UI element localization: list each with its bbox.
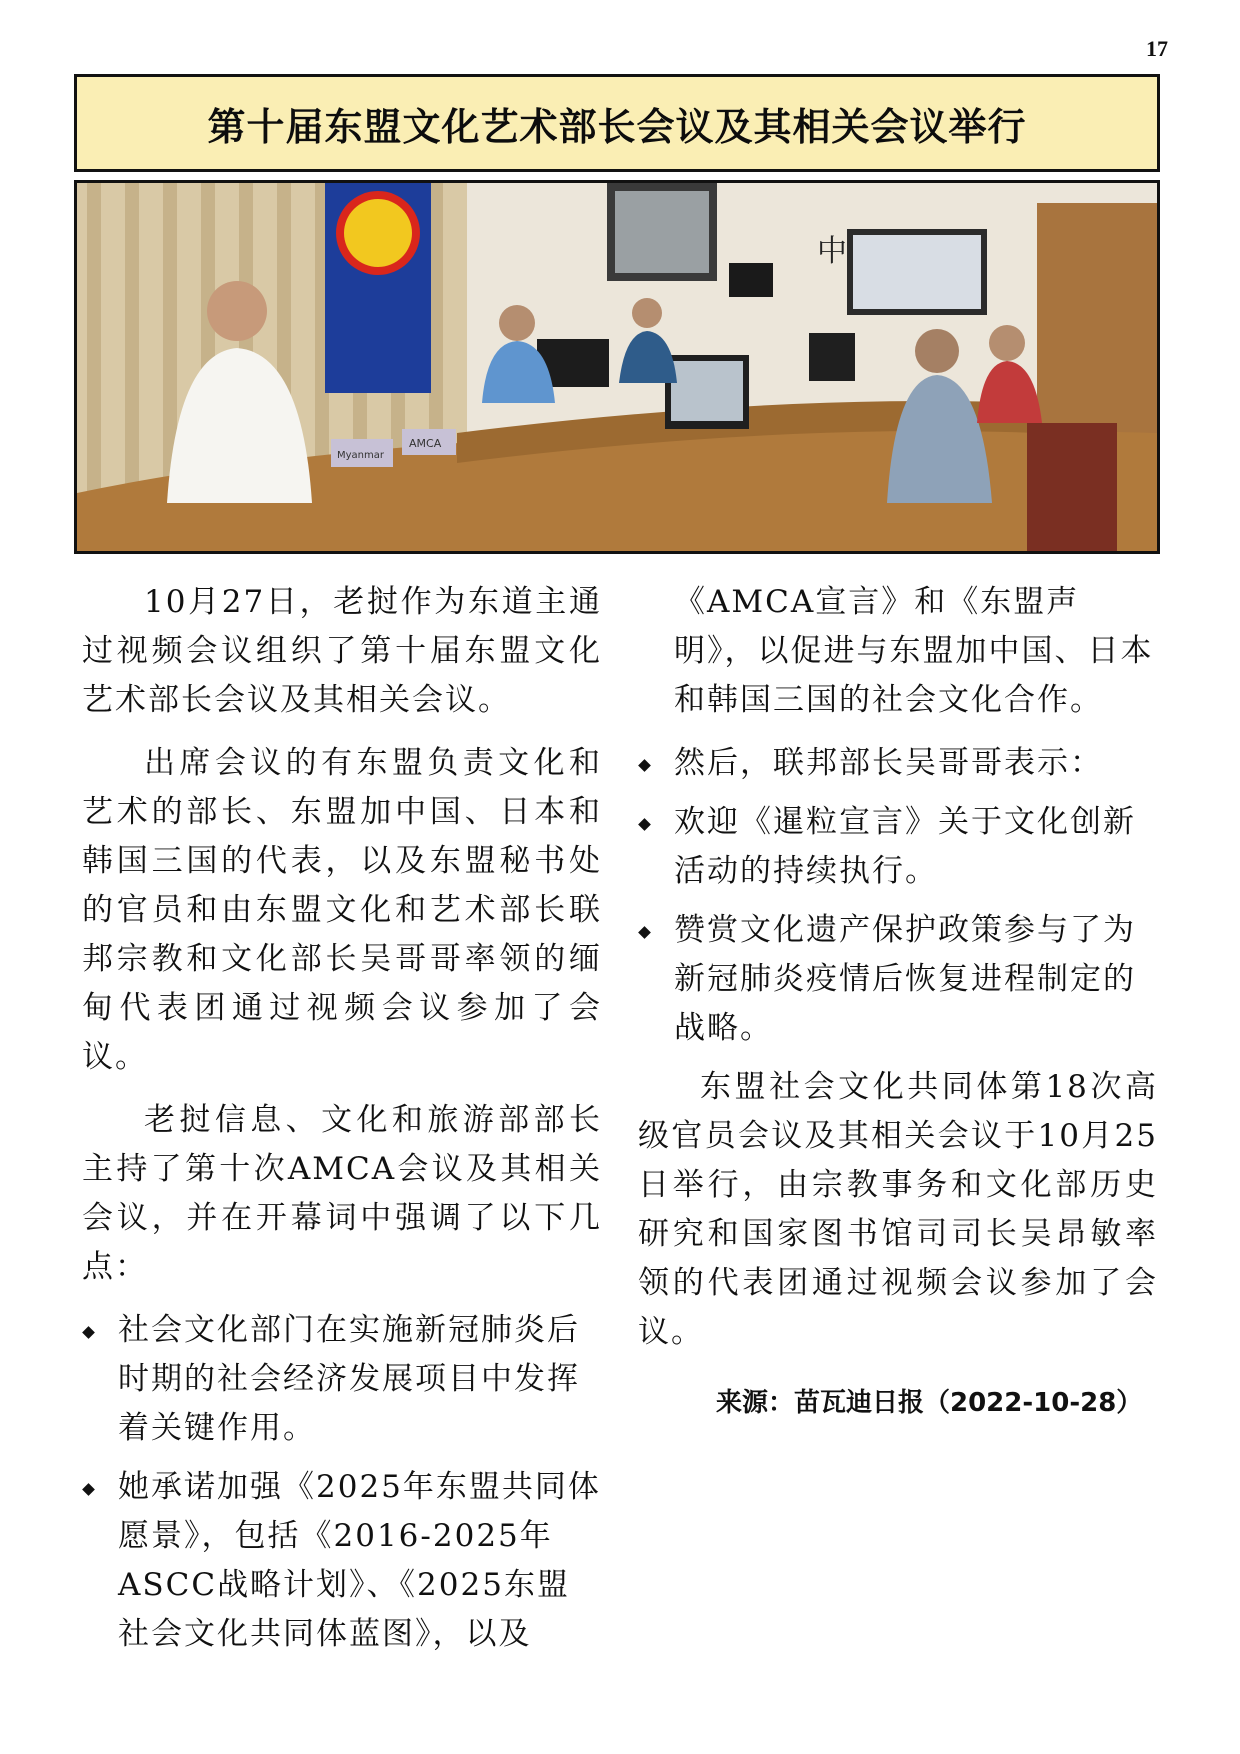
diamond-bullet-icon xyxy=(638,818,651,831)
desk-monitor xyxy=(809,333,855,381)
bullet-text: 社会文化部门在实施新冠肺炎后时期的社会经济发展项目中发挥着关键作用。 xyxy=(118,1312,580,1446)
svg-text:AMCA: AMCA xyxy=(409,437,442,450)
article-photo xyxy=(74,180,1160,554)
diamond-bullet-icon xyxy=(638,926,651,939)
source-credit: 来源：苗瓦迪日报（2022-10-28） xyxy=(716,1388,1143,1418)
bullet-item xyxy=(82,1306,602,1453)
bullet-continuation: 《AMCA宣言》和《东盟声明》，以促进与东盟加中国、日本和韩国三国的社会文化合作。 xyxy=(674,584,1154,718)
page-number: 17 xyxy=(1146,36,1168,61)
tv-monitor xyxy=(729,263,773,297)
right-column xyxy=(638,578,1158,1371)
bullet-text: 然后，联邦部长吴哥哥表示： xyxy=(674,745,1103,781)
paragraph-2: 出席会议的有东盟负责文化和艺术的部长、东盟加中国、日本和韩国三国的代表，以及东盟秘书处的官员和由东盟文化和艺术部长联邦宗教和文化部长吴哥哥率领的缅甸代表团通过视频会议参加了会议。 xyxy=(82,745,602,1075)
participant-head xyxy=(989,325,1025,361)
bullet-text: 赞赏文化遗产保护政策参与了为新冠肺炎疫情后恢复进程制定的战略。 xyxy=(674,912,1136,1046)
bullet-item xyxy=(638,906,1158,1053)
paragraph-3: 老挝信息、文化和旅游部部长主持了第十次AMCA会议及其相关会议，并在开幕词中强调了以下几点： xyxy=(82,1102,602,1285)
speaker-head xyxy=(207,281,267,341)
bullet-item xyxy=(638,739,1158,788)
bullet-text: 她承诺加强《2025年东盟共同体愿景》，包括《2016-2025年ASCC战略计划》、《2025东盟社会文化共同体蓝图》，以及 xyxy=(118,1469,601,1652)
title-banner xyxy=(74,74,1160,172)
bullet-item xyxy=(82,1463,602,1659)
article-title: 第十届东盟文化艺术部长会议及其相关会议举行 xyxy=(207,104,1027,149)
svg-text:Myanmar: Myanmar xyxy=(337,450,384,461)
participant-head xyxy=(499,305,535,341)
bullet-item xyxy=(638,798,1158,896)
meeting-photo-illustration xyxy=(77,183,1157,551)
participant-head xyxy=(915,329,959,373)
left-column xyxy=(82,578,602,1669)
wall-character: 中 xyxy=(817,234,847,269)
participant-head xyxy=(632,298,662,328)
bullet-text: 欢迎《暹粒宣言》关于文化创新活动的持续执行。 xyxy=(674,804,1136,889)
diamond-bullet-icon xyxy=(638,759,651,772)
diamond-bullet-icon xyxy=(82,1326,95,1339)
chair xyxy=(1027,423,1117,551)
paragraph-1: 10月27日，老挝作为东道主通过视频会议组织了第十届东盟文化艺术部长会议及其相关会议。 xyxy=(82,584,602,718)
paragraph-4: 东盟社会文化共同体第18次高级官员会议及其相关会议于10月25日举行，由宗教事务和文化部历史研究和国家图书馆司司长吴昂敏率领的代表团通过视频会议参加了会议。 xyxy=(638,1069,1158,1350)
diamond-bullet-icon xyxy=(82,1483,95,1496)
